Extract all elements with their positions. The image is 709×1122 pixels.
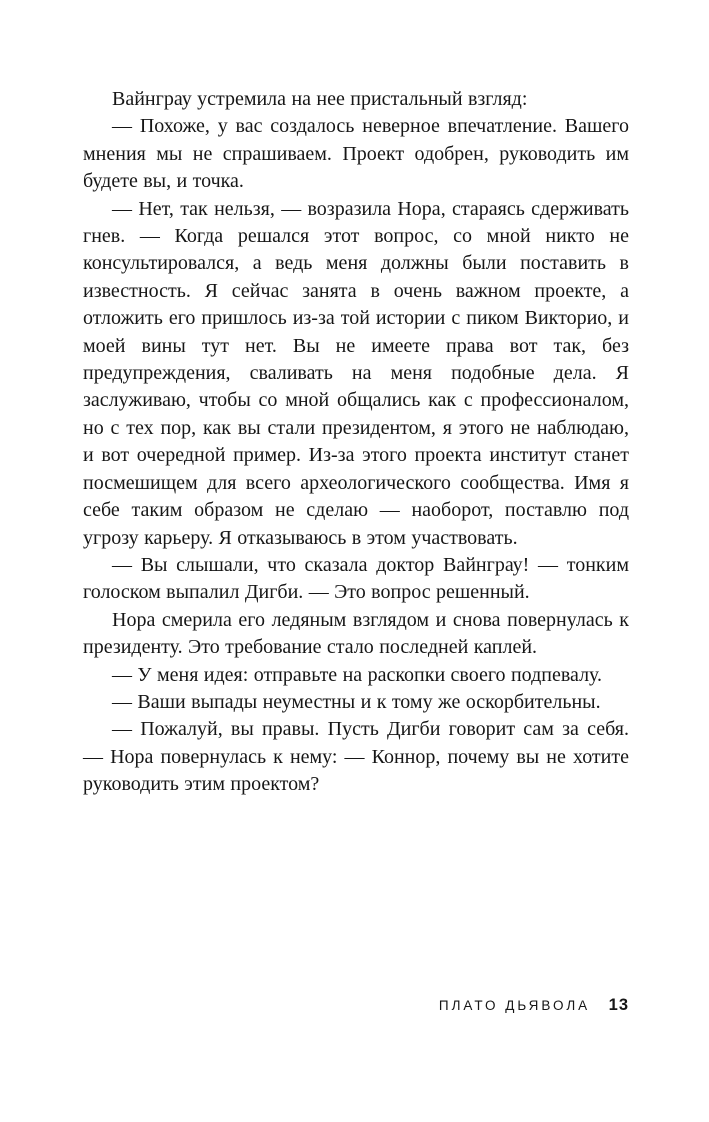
- running-title: ПЛАТО ДЬЯВОЛА: [438, 998, 591, 1013]
- paragraph: — У меня идея: отправьте на раскопки своего подпевалу.: [112, 663, 603, 686]
- paragraph: — Нет, так нельзя, — возразила Нора, стараясь сдерживать гнев. — Когда решался этот вопрос, со мной никто не консультировался, а ведь меня должны были поставить в известность. Я сейчас занята в очень важном проекте, а отложить его пришлось из-за той истории с пиком Викторио, и моей вины тут нет. Вы не имеете права вот так, без предупреждения, сваливать на меня подобные дела. Я заслуживаю, чтобы со мной общались как с профессионалом, но с тех пор, как вы стали президентом, я этого не наблюдаю, и вот очередной пример. Из-за этого проекта институт станет посмешищем для всего археологического сообщества. Имя я себе таким образом не сделаю — наоборот, поставлю под угрозу карьеру. Я отказываюсь в этом участвовать.: [83, 197, 629, 549]
- paragraph: — Похоже, у вас создалось неверное впечатление. Вашего мнения мы не спрашиваем. Проект одобрен, руководить им будете вы, и точка.: [83, 115, 629, 193]
- page-number: 13: [608, 996, 629, 1014]
- paragraph: Вайнграу устремила на нее пристальный взгляд:: [112, 88, 528, 110]
- paragraph: — Ваши выпады неуместны и к тому же оскорбительны.: [112, 690, 601, 713]
- page-text: [83, 86, 629, 799]
- paragraph: Нора смерила его ледяным взглядом и снова повернулась к президенту. Это требование стало последней каплей.: [83, 608, 629, 659]
- paragraph: — Вы слышали, что сказала доктор Вайнграу! — тонким голоском выпалил Дигби. — Это вопрос решенный.: [83, 553, 629, 604]
- paragraph: — Пожалуй, вы правы. Пусть Дигби говорит сам за себя. — Нора повернулась к нему: — Коннор, почему вы не хотите руководить этим проектом?: [83, 718, 629, 796]
- page-footer: [83, 996, 629, 1015]
